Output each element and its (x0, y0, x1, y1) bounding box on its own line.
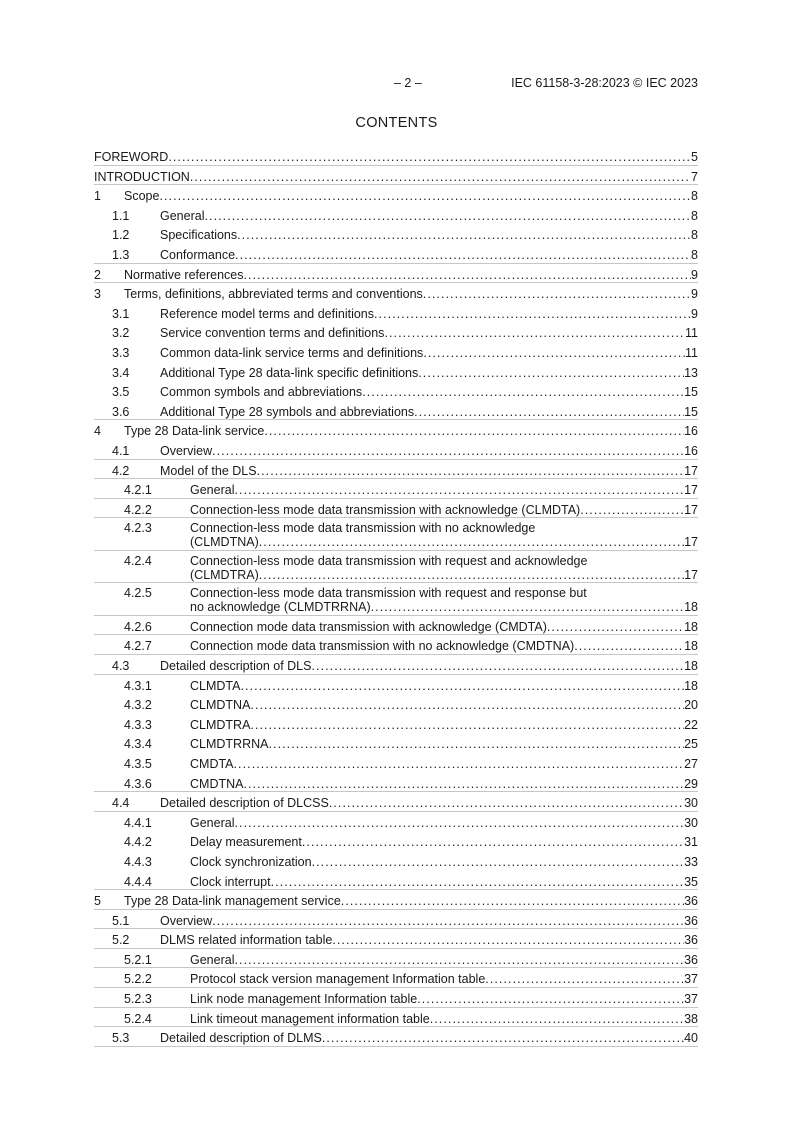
toc-entry-title: Connection mode data transmission with no acknowledge (CMDTNA) (190, 639, 575, 654)
toc-entry-page: 29 (684, 776, 698, 791)
dot-leader (243, 777, 684, 791)
toc-entry-number: 3 (94, 287, 101, 302)
toc-entry-page: 40 (684, 1031, 698, 1046)
toc-entry-title: Overview (160, 913, 213, 928)
toc-entry-page: 11 (685, 345, 698, 360)
toc-entry[interactable] (94, 381, 698, 401)
toc-entry-number: 4.4.3 (124, 854, 152, 869)
dot-leader (341, 894, 684, 908)
toc-entry-title-continued: no acknowledge (CLMDTRRNA) (190, 600, 371, 615)
toc-entry-number: 4.2.4 (124, 553, 152, 568)
toc-entry-title: Additional Type 28 symbols and abbreviations (160, 404, 415, 419)
toc-entry-number: 4.3 (112, 658, 130, 673)
dot-leader (212, 444, 684, 458)
toc-entry-number: 4.4 (112, 796, 130, 811)
toc-entry-number: 4.3.3 (124, 717, 152, 732)
toc-entry-page: 8 (691, 247, 698, 262)
toc-entry-page: 37 (684, 972, 698, 987)
toc-entry[interactable] (94, 166, 698, 186)
toc-entry-title: FOREWORD (94, 150, 169, 164)
toc-entry-number: 4.2.7 (124, 639, 152, 654)
dot-leader (417, 992, 684, 1006)
toc-entry-page: 18 (684, 619, 698, 634)
toc-entry-page: 27 (684, 756, 698, 771)
toc-entry-number: 5.2.3 (124, 992, 152, 1007)
toc-entry[interactable] (94, 1008, 698, 1028)
toc-entry-number: 3.4 (112, 365, 130, 380)
toc-entry-page: 9 (691, 306, 698, 321)
toc-entry-title: Service convention terms and definitions (160, 326, 385, 341)
toc-entry-page: 15 (684, 385, 698, 400)
toc-entry[interactable] (94, 205, 698, 225)
toc-entry-number: 4.4.1 (124, 815, 152, 830)
toc-entry-title: General (190, 952, 235, 967)
toc-entry-title-continued: (CLMDTRA) (190, 567, 259, 582)
toc-entry[interactable] (94, 890, 698, 910)
dot-leader (423, 346, 685, 360)
toc-entry-title: Scope (124, 189, 160, 204)
toc-entry-page: 18 (684, 600, 698, 615)
toc-entry[interactable] (94, 851, 698, 871)
dot-leader (271, 875, 685, 889)
dot-leader (268, 737, 684, 751)
toc-entry[interactable] (94, 264, 698, 284)
toc-entry-page: 36 (684, 933, 698, 948)
dot-leader (312, 855, 685, 869)
toc-entry-title: CLMDTRA (190, 717, 251, 732)
toc-entry-page: 18 (684, 678, 698, 693)
toc-entry[interactable] (94, 733, 698, 753)
toc-entry[interactable] (94, 949, 698, 969)
toc-entry-page: 36 (684, 894, 698, 909)
toc-entry[interactable] (94, 322, 698, 342)
toc-entry-page: 37 (684, 992, 698, 1007)
toc-entry-number: 4.2.1 (124, 483, 152, 498)
toc-entry-title: General (160, 208, 205, 223)
toc-entry[interactable] (94, 812, 698, 832)
toc-entry-page: 17 (684, 463, 698, 478)
toc-entry-title: CLMDTRRNA (190, 737, 269, 752)
toc-entry-title: Type 28 Data-link service (124, 424, 265, 439)
toc-entry-page: 17 (684, 535, 698, 550)
toc-entry[interactable] (94, 342, 698, 362)
toc-entry-page: 22 (684, 717, 698, 732)
toc-entry-page: 7 (691, 169, 698, 184)
dot-leader (244, 268, 692, 282)
toc-entry-number: 4.1 (112, 443, 130, 458)
dot-leader (204, 209, 691, 223)
toc-entry-page: 36 (684, 913, 698, 928)
toc-entry-number: 1.3 (112, 247, 130, 262)
toc-entry[interactable] (94, 714, 698, 734)
page-title: CONTENTS (355, 115, 438, 131)
toc-entry[interactable] (94, 831, 698, 851)
dot-leader (234, 953, 684, 967)
dot-leader (234, 816, 684, 830)
toc-entry[interactable] (94, 283, 698, 303)
dot-leader (430, 1012, 684, 1026)
toc-entry-number: 4.4.4 (124, 874, 152, 889)
toc-entry-number: 5.2.2 (124, 972, 152, 987)
toc-entry-title: Connection mode data transmission with acknowledge (CMDTA) (190, 619, 547, 634)
toc-entry-title: Overview (160, 443, 213, 458)
toc-entry-page: 38 (684, 1011, 698, 1026)
toc-entry[interactable] (94, 910, 698, 930)
toc-entry-title: CMDTNA (190, 776, 244, 791)
toc-entry-number: 4.2.2 (124, 502, 152, 517)
toc-entry[interactable] (94, 244, 698, 264)
toc-entry[interactable] (94, 401, 698, 421)
toc-entry-page: 8 (691, 208, 698, 223)
toc-entry-page: 9 (691, 287, 698, 302)
toc-entry[interactable] (94, 616, 698, 636)
dot-leader (235, 248, 691, 262)
toc-entry-title: DLMS related information table (160, 933, 333, 948)
toc-entry-title-continued: (CLMDTNA) (190, 535, 259, 550)
toc-entry-number: 5 (94, 894, 101, 909)
dot-leader (190, 170, 691, 184)
toc-entry[interactable] (94, 551, 698, 584)
toc-entry-number: 3.1 (112, 306, 130, 321)
toc-entry-title: Clock interrupt (190, 874, 271, 889)
toc-entry-number: 3.3 (112, 345, 130, 360)
toc-entry-number: 4.4.2 (124, 835, 152, 850)
dot-leader (362, 385, 684, 399)
toc-entry-title: Connection-less mode data transmission with request and response but (190, 586, 587, 601)
dot-leader (329, 796, 684, 810)
toc-entry-page: 17 (684, 483, 698, 498)
toc-entry[interactable] (94, 479, 698, 499)
toc-entry-page: 9 (691, 267, 698, 282)
toc-entry-number: 4.3.4 (124, 737, 152, 752)
toc-entry-page: 17 (684, 502, 698, 517)
toc-entry[interactable] (94, 773, 698, 793)
toc-entry-title: Normative references (124, 267, 244, 282)
toc-entry-number: 4.2.3 (124, 521, 152, 536)
toc-entry-page: 20 (684, 698, 698, 713)
dot-leader (234, 757, 685, 771)
toc-entry[interactable] (94, 460, 698, 480)
toc-entry[interactable] (94, 968, 698, 988)
dot-leader (384, 326, 685, 340)
toc-entry-title: Terms, definitions, abbreviated terms and conventions (124, 287, 423, 302)
toc-entry-page: 15 (684, 404, 698, 419)
toc-entry-title: Connection-less mode data transmission with acknowledge (CLMDTA) (190, 502, 581, 517)
table-of-contents (94, 146, 698, 1047)
dot-leader (414, 405, 684, 419)
toc-entry-page: 18 (684, 658, 698, 673)
toc-entry-number: 4.2 (112, 463, 130, 478)
dot-leader (240, 679, 684, 693)
toc-entry-page: 8 (691, 189, 698, 204)
toc-entry[interactable] (94, 675, 698, 695)
toc-entry-title: Reference model terms and definitions (160, 306, 375, 321)
dot-leader (259, 568, 684, 582)
toc-entry-title: Conformance (160, 247, 236, 262)
dot-leader (332, 933, 684, 947)
toc-entry-number: 5.2.1 (124, 952, 152, 967)
toc-entry-page: 36 (684, 952, 698, 967)
toc-entry-page: 13 (684, 365, 698, 380)
toc-entry-title: Delay measurement (190, 835, 302, 850)
toc-entry-title: General (190, 483, 235, 498)
toc-entry[interactable] (94, 871, 698, 891)
dot-leader (371, 600, 684, 614)
toc-entry[interactable] (94, 518, 698, 551)
toc-entry-number: 4.2.5 (124, 586, 152, 601)
toc-entry-title: Model of the DLS (160, 463, 257, 478)
toc-entry-number: 4.2.6 (124, 619, 152, 634)
toc-entry-page: 31 (684, 835, 698, 850)
toc-entry-title: Connection-less mode data transmission with request and acknowledge (190, 553, 588, 568)
toc-entry-page: 17 (684, 567, 698, 582)
dot-leader (547, 620, 684, 634)
dot-leader (264, 424, 684, 438)
toc-entry-title: Detailed description of DLS (160, 658, 312, 673)
toc-entry-title: Common symbols and abbreviations (160, 385, 363, 400)
toc-entry-title: CLMDTA (190, 678, 241, 693)
dot-leader (234, 483, 684, 497)
toc-entry-page: 8 (691, 228, 698, 243)
toc-entry-title: CLMDTNA (190, 698, 251, 713)
toc-entry-number: 1.1 (112, 208, 130, 223)
dot-leader (259, 535, 684, 549)
toc-entry-title: Common data-link service terms and definitions (160, 345, 424, 360)
toc-entry-page: 25 (684, 737, 698, 752)
toc-entry[interactable] (94, 694, 698, 714)
toc-entry-title: Additional Type 28 data-link specific definitions (160, 365, 419, 380)
toc-entry[interactable] (94, 635, 698, 655)
toc-entry-title: Protocol stack version management Information table (190, 972, 486, 987)
toc-entry-number: 2 (94, 267, 101, 282)
dot-leader (168, 150, 691, 164)
dot-leader (250, 718, 684, 732)
toc-entry-page: 18 (684, 639, 698, 654)
dot-leader (580, 503, 684, 517)
dot-leader (237, 228, 691, 242)
toc-entry-title: Detailed description of DLCSS (160, 796, 329, 811)
toc-entry-page: 30 (684, 815, 698, 830)
dot-leader (374, 307, 691, 321)
toc-entry[interactable] (94, 362, 698, 382)
toc-entry[interactable] (94, 303, 698, 323)
toc-entry-number: 3.2 (112, 326, 130, 341)
dot-leader (250, 698, 684, 712)
toc-entry-page: 11 (685, 326, 698, 341)
toc-entry-title: INTRODUCTION (94, 169, 190, 184)
dot-leader (574, 639, 684, 653)
toc-entry-title: CMDTA (190, 756, 234, 771)
dot-leader (257, 464, 685, 478)
page-number: – 2 – (394, 76, 422, 90)
toc-entry[interactable] (94, 583, 698, 616)
toc-entry[interactable] (94, 988, 698, 1008)
toc-entry-page: 5 (691, 150, 698, 164)
toc-entry[interactable] (94, 655, 698, 675)
toc-entry-number: 1 (94, 189, 101, 204)
toc-entry-title: Clock synchronization (190, 854, 312, 869)
dot-leader (311, 659, 684, 673)
toc-entry-title: General (190, 815, 235, 830)
dot-leader (423, 287, 691, 301)
toc-entry[interactable] (94, 929, 698, 949)
toc-entry-number: 3.6 (112, 404, 130, 419)
toc-entry-title: Type 28 Data-link management service (124, 894, 341, 909)
toc-entry-number: 5.2.4 (124, 1011, 152, 1026)
toc-entry-page: 35 (684, 874, 698, 889)
toc-entry-page: 33 (684, 854, 698, 869)
toc-entry-page: 30 (684, 796, 698, 811)
toc-entry-number: 5.2 (112, 933, 130, 948)
toc-entry[interactable] (94, 185, 698, 205)
dot-leader (418, 366, 684, 380)
toc-entry-number: 5.1 (112, 913, 130, 928)
toc-entry[interactable] (94, 224, 698, 244)
toc-entry[interactable] (94, 440, 698, 460)
dot-leader (322, 1031, 684, 1045)
toc-entry[interactable] (94, 499, 698, 519)
toc-entry-title: Specifications (160, 228, 238, 243)
toc-entry[interactable] (94, 753, 698, 773)
toc-entry-number: 3.5 (112, 385, 130, 400)
toc-entry-page: 16 (684, 443, 698, 458)
toc-entry-number: 5.3 (112, 1031, 130, 1046)
toc-entry[interactable] (94, 146, 698, 166)
toc-entry-number: 4.3.1 (124, 678, 152, 693)
toc-entry-number: 4 (94, 424, 101, 439)
toc-entry[interactable] (94, 792, 698, 812)
toc-entry-number: 4.3.2 (124, 698, 152, 713)
dot-leader (212, 914, 684, 928)
toc-entry-title: Link timeout management information table (190, 1011, 430, 1026)
toc-entry[interactable] (94, 1027, 698, 1047)
dot-leader (485, 972, 684, 986)
page-header (94, 76, 698, 92)
toc-entry-title: Connection-less mode data transmission with no acknowledge (190, 521, 536, 536)
toc-entry-page: 16 (684, 424, 698, 439)
toc-entry-number: 1.2 (112, 228, 130, 243)
document-id: IEC 61158-3-28:2023 © IEC 2023 (511, 76, 698, 90)
toc-entry-title: Detailed description of DLMS (160, 1031, 322, 1046)
dot-leader (159, 189, 691, 203)
dot-leader (302, 835, 684, 849)
toc-entry-number: 4.3.6 (124, 776, 152, 791)
toc-entry-title: Link node management Information table (190, 992, 418, 1007)
toc-entry-number: 4.3.5 (124, 756, 152, 771)
toc-entry[interactable] (94, 420, 698, 440)
